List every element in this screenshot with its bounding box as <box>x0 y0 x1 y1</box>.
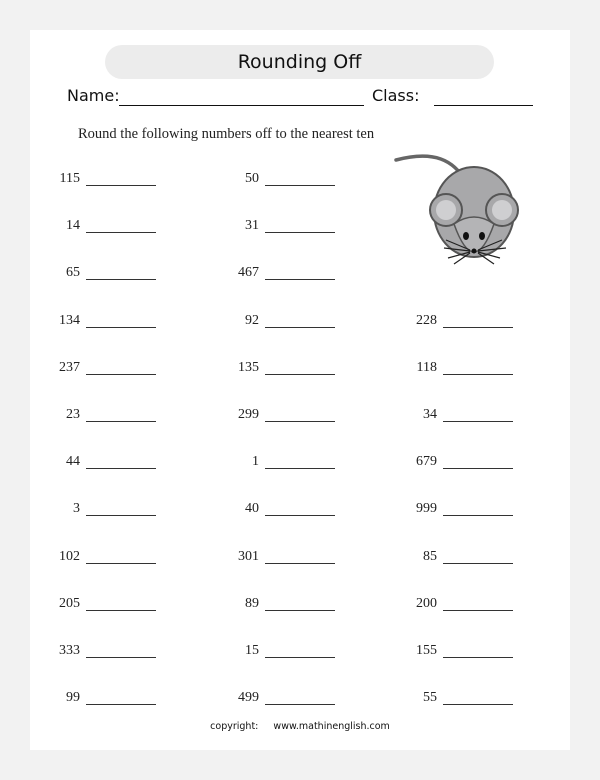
answer-blank[interactable] <box>86 374 156 375</box>
worksheet <box>30 30 570 750</box>
answer-blank[interactable] <box>265 704 335 705</box>
problem-number: 85 <box>423 548 437 564</box>
answer-blank[interactable] <box>265 374 335 375</box>
mouse-icon <box>394 140 524 268</box>
answer-blank[interactable] <box>265 515 335 516</box>
answer-blank[interactable] <box>265 610 335 611</box>
problem-number: 205 <box>59 595 80 611</box>
answer-blank[interactable] <box>443 610 513 611</box>
answer-blank[interactable] <box>265 421 335 422</box>
problem-number: 65 <box>66 265 80 281</box>
answer-blank[interactable] <box>265 279 335 280</box>
problem-item <box>397 689 517 709</box>
worksheet-title: Rounding Off <box>105 45 494 79</box>
answer-blank[interactable] <box>86 657 156 658</box>
problem-item <box>397 548 517 568</box>
problem-item <box>219 264 339 284</box>
problem-number: 15 <box>245 643 259 658</box>
problem-item <box>397 642 517 662</box>
answer-blank[interactable] <box>443 468 513 469</box>
problem-number: 23 <box>66 407 80 422</box>
answer-blank[interactable] <box>443 704 513 705</box>
problem-item <box>219 689 339 709</box>
answer-blank[interactable] <box>86 610 156 611</box>
problem-item <box>397 595 517 615</box>
problem-number: 44 <box>66 454 80 470</box>
instructions: Round the following numbers off to the nearest ten <box>78 126 375 142</box>
problem-item <box>219 359 339 379</box>
problem-number: 40 <box>245 501 259 517</box>
problem-number: 237 <box>59 359 80 375</box>
problem-item <box>40 359 160 379</box>
problem-item <box>397 359 517 379</box>
answer-blank[interactable] <box>86 468 156 469</box>
problem-number: 135 <box>238 359 259 375</box>
problem-item <box>40 548 160 568</box>
problem-number: 999 <box>416 501 437 517</box>
problem-item <box>40 453 160 473</box>
website-link[interactable]: www.mathinenglish.com <box>273 721 390 732</box>
problem-item <box>219 642 339 662</box>
class-label: Class: <box>372 86 420 105</box>
problem-number: 115 <box>59 171 80 186</box>
problem-item <box>40 264 160 284</box>
problem-item <box>219 548 339 568</box>
problem-item <box>40 170 160 190</box>
copyright-label: copyright: <box>210 721 259 732</box>
answer-blank[interactable] <box>86 185 156 186</box>
class-field-line[interactable] <box>434 105 533 106</box>
problem-item <box>397 453 517 473</box>
problem-number: 31 <box>245 218 259 234</box>
answer-blank[interactable] <box>443 657 513 658</box>
problem-number: 92 <box>245 312 259 328</box>
problem-item <box>397 406 517 426</box>
problem-item <box>40 312 160 332</box>
name-field-line[interactable] <box>119 105 364 106</box>
problem-number: 14 <box>66 218 80 234</box>
problem-item <box>397 312 517 332</box>
problem-number: 55 <box>423 690 437 706</box>
problem-number: 34 <box>423 407 437 422</box>
answer-blank[interactable] <box>443 327 513 328</box>
answer-blank[interactable] <box>443 421 513 422</box>
answer-blank[interactable] <box>86 327 156 328</box>
problem-item <box>219 170 339 190</box>
problem-number: 679 <box>416 454 437 470</box>
answer-blank[interactable] <box>86 421 156 422</box>
problem-item <box>40 217 160 237</box>
answer-blank[interactable] <box>86 515 156 516</box>
problem-number: 499 <box>238 690 259 706</box>
problem-item <box>40 500 160 520</box>
problem-item <box>40 689 160 709</box>
problem-item <box>40 642 160 662</box>
problem-item <box>40 595 160 615</box>
problem-number: 301 <box>238 548 259 564</box>
problem-number: 50 <box>245 171 259 186</box>
problem-item <box>219 500 339 520</box>
answer-blank[interactable] <box>443 563 513 564</box>
answer-blank[interactable] <box>86 704 156 705</box>
problem-item <box>219 453 339 473</box>
problem-item <box>219 406 339 426</box>
problem-number: 134 <box>59 312 80 328</box>
problem-number: 467 <box>238 265 259 281</box>
name-label: Name: <box>67 86 120 105</box>
answer-blank[interactable] <box>86 232 156 233</box>
problem-number: 3 <box>73 501 80 517</box>
answer-blank[interactable] <box>265 327 335 328</box>
footer <box>30 721 570 732</box>
problem-item <box>40 406 160 426</box>
answer-blank[interactable] <box>86 563 156 564</box>
problem-item <box>219 312 339 332</box>
problem-number: 333 <box>59 643 80 658</box>
problem-number: 228 <box>416 312 437 328</box>
problem-item <box>219 595 339 615</box>
problem-item <box>219 217 339 237</box>
problem-item <box>397 500 517 520</box>
problem-number: 155 <box>416 643 437 658</box>
answer-blank[interactable] <box>265 657 335 658</box>
problem-number: 99 <box>66 690 80 706</box>
answer-blank[interactable] <box>443 515 513 516</box>
problem-number: 1 <box>252 454 259 470</box>
problem-number: 200 <box>416 595 437 611</box>
answer-blank[interactable] <box>86 279 156 280</box>
answer-blank[interactable] <box>265 232 335 233</box>
problem-number: 102 <box>59 548 80 564</box>
problem-number: 118 <box>416 359 437 375</box>
answer-blank[interactable] <box>265 563 335 564</box>
answer-blank[interactable] <box>265 468 335 469</box>
answer-blank[interactable] <box>443 374 513 375</box>
answer-blank[interactable] <box>265 185 335 186</box>
problem-number: 299 <box>238 407 259 422</box>
problem-number: 89 <box>245 595 259 611</box>
